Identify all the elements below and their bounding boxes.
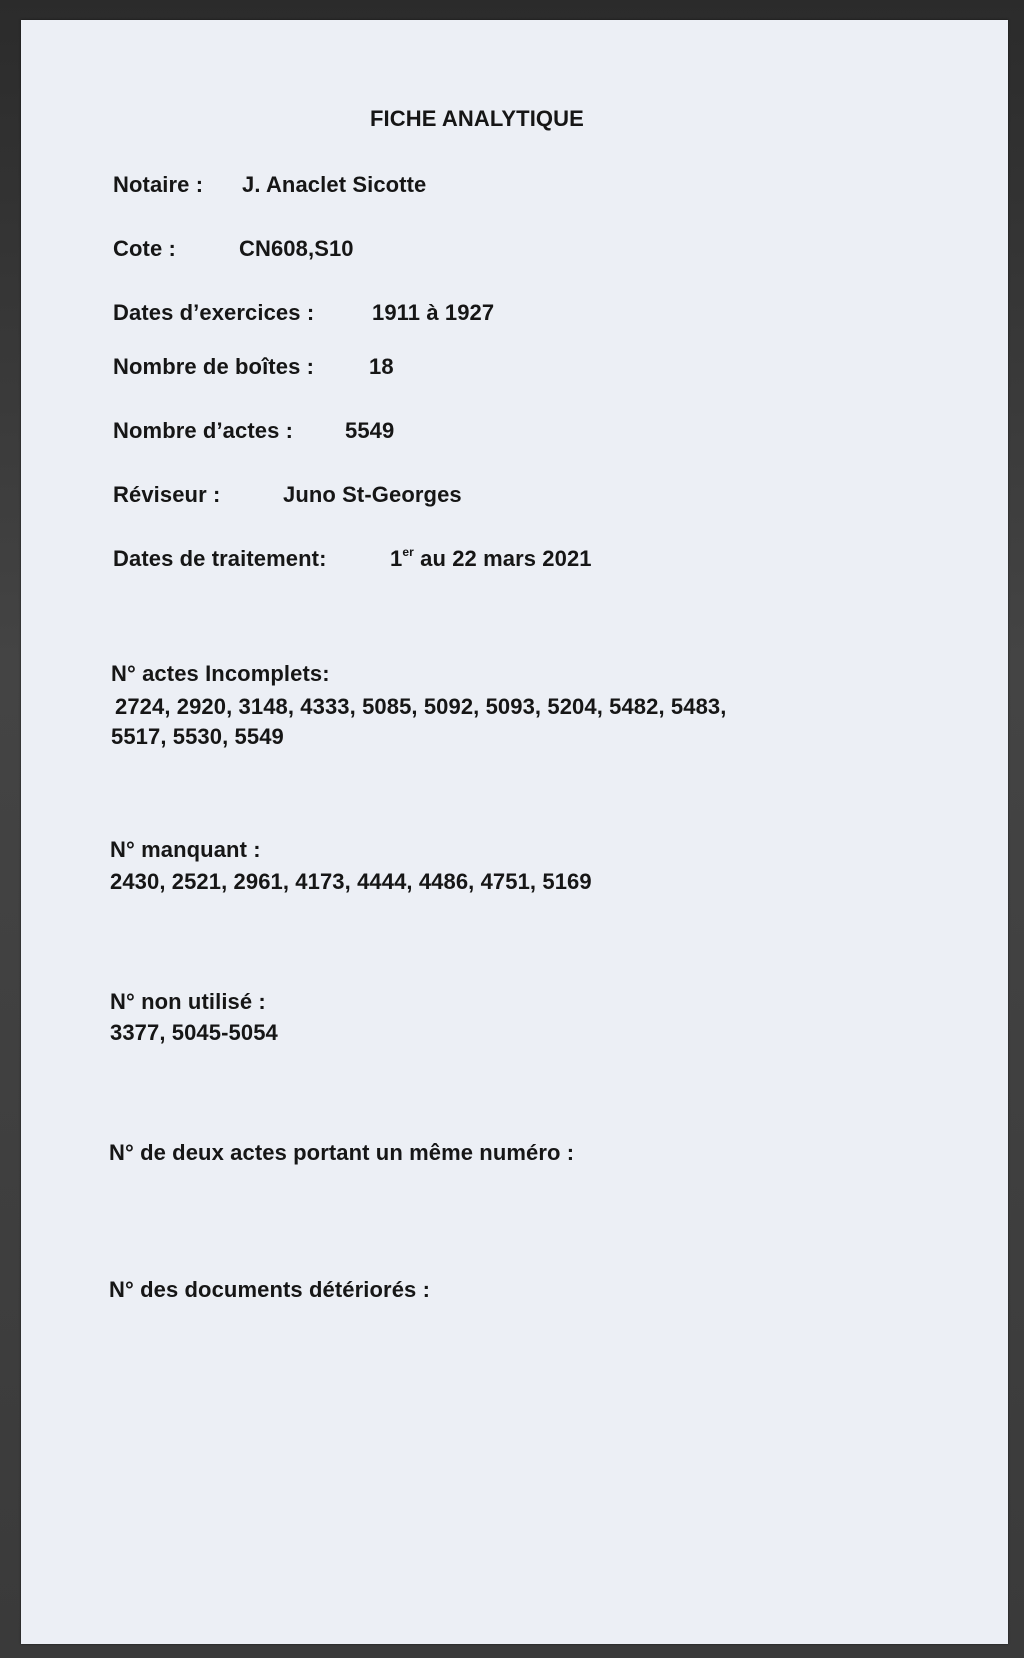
reviseur-value: Juno St-Georges — [283, 482, 462, 507]
cote-label: Cote : — [113, 236, 176, 261]
actes-incomplets-line2: 5517, 5530, 5549 — [111, 724, 284, 749]
dates-traitement-label: Dates de traitement: — [113, 546, 327, 571]
nombre-actes-label: Nombre d’actes : — [113, 418, 294, 443]
deteriores-label: N° des documents détériorés : — [109, 1277, 430, 1302]
notaire-value: J. Anaclet Sicotte — [242, 172, 427, 197]
dates-traitement-value — [390, 546, 592, 572]
dates-traitement-day: 1 — [390, 546, 403, 571]
dates-exercices-label: Dates d’exercices : — [113, 300, 315, 325]
nombre-actes-value: 5549 — [345, 418, 395, 443]
document-title: FICHE ANALYTIQUE — [370, 106, 584, 131]
reviseur-label: Réviseur : — [113, 482, 221, 507]
dates-traitement-rest: au 22 mars 2021 — [413, 546, 592, 571]
manquant-line1: 2430, 2521, 2961, 4173, 4444, 4486, 4751, 5169 — [110, 869, 592, 894]
dates-exercices-value: 1911 à 1927 — [372, 300, 495, 325]
document-sheet — [21, 20, 1008, 1644]
cote-value: CN608,S10 — [239, 236, 354, 261]
non-utilise-label: N° non utilisé : — [110, 989, 266, 1014]
non-utilise-line1: 3377, 5045-5054 — [110, 1020, 278, 1045]
nombre-boites-label: Nombre de boîtes : — [113, 354, 315, 379]
dates-traitement-sup: er — [402, 545, 414, 559]
nombre-boites-value: 18 — [369, 354, 394, 379]
notaire-label: Notaire : — [113, 172, 204, 197]
actes-incomplets-label: N° actes Incomplets: — [111, 661, 330, 686]
actes-incomplets-line1: 2724, 2920, 3148, 4333, 5085, 5092, 5093, 5204, 5482, 5483, — [115, 694, 727, 719]
deux-actes-label: N° de deux actes portant un même numéro : — [109, 1140, 575, 1165]
manquant-label: N° manquant : — [110, 837, 261, 862]
